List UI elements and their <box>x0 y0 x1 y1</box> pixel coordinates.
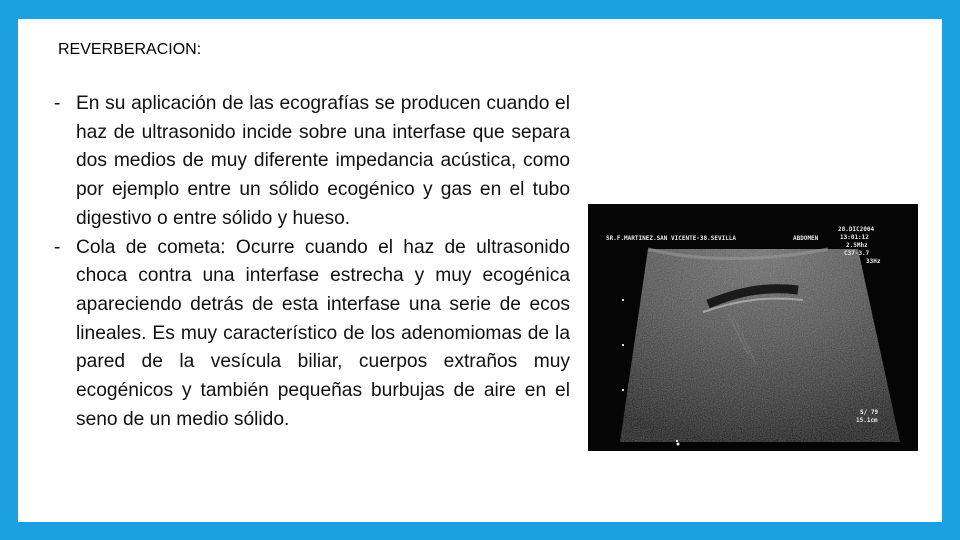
slide-title <box>58 41 201 59</box>
bullet-marker: - <box>54 93 61 114</box>
us-date: 28.DIC2004 <box>838 226 875 233</box>
bullet-text: Cola de cometa: Ocurre cuando el haz de ultrasonido choca contra una interfase estrecha y muy ecogénica apareciendo detrás de esta interfase una serie de ecos lineales. Es muy característico de los adenomiomas de la pared de la vesícula biliar, cuerpos extraños muy ecogénicos y también pequeñas burbujas de aire en el seno de un medio sólido. <box>76 236 570 430</box>
depth-marker <box>676 440 678 442</box>
depth-marker <box>622 389 624 391</box>
us-probe: C37-3.7 <box>844 250 870 257</box>
us-bottom-1: S/ 79 <box>860 409 879 416</box>
us-depth: 33Hz <box>866 258 881 265</box>
title-suffix: : <box>196 41 202 58</box>
depth-marker <box>622 344 624 346</box>
bullet-item <box>54 90 570 234</box>
ultrasound-image <box>588 204 918 451</box>
depth-marker <box>622 299 624 301</box>
bullet-item <box>54 234 570 435</box>
us-time: 13:01:12 <box>840 234 869 241</box>
ultrasound-svg <box>588 204 918 451</box>
bullet-text: En su aplicación de las ecografías se producen cuando el haz de ultrasonido incide sobre una interfase que separa dos medios de muy diferente impedancia acústica, como por ejemplo entre un sólido ecogénico y gas en el tubo digestivo o entre sólido y hueso. <box>76 93 570 229</box>
bullet-marker: - <box>54 236 61 258</box>
us-header-exam: ABDOMEN <box>793 235 819 242</box>
title-text: REVERBERACION <box>58 41 197 58</box>
focus-marker <box>677 443 680 446</box>
us-bottom-2: 15.1cm <box>856 417 878 424</box>
us-freq: 2.5Mhz <box>846 242 868 249</box>
us-header-left: SR.F.MARTINEZ.SAN VICENTE-38.SEVILLA <box>606 235 737 242</box>
slide <box>18 19 942 522</box>
bullet-list <box>54 90 570 434</box>
